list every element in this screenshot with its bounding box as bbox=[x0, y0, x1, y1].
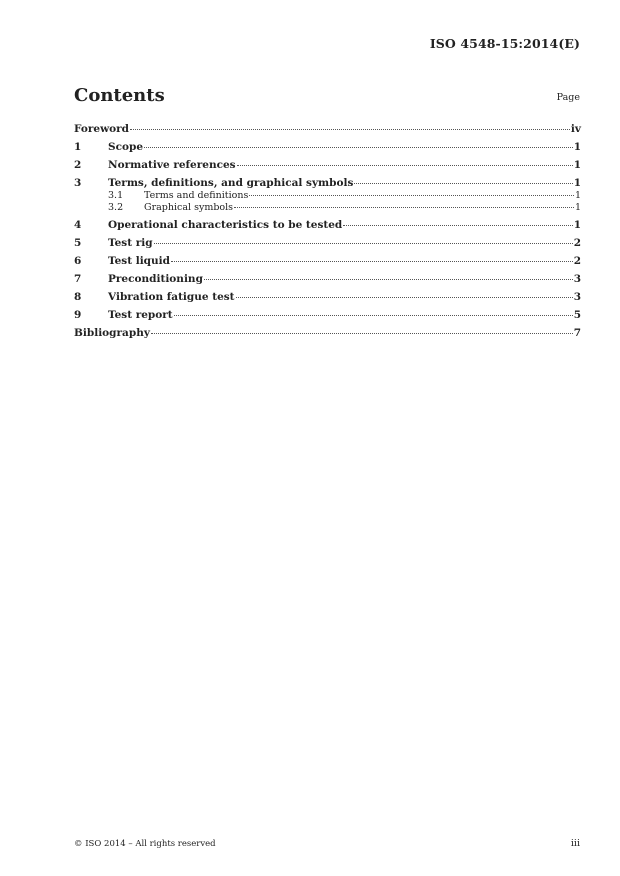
toc-entry-bibliography[interactable] bbox=[74, 327, 581, 340]
page-column-label: Page bbox=[556, 92, 580, 103]
toc-entry-number: 7 bbox=[74, 273, 82, 285]
toc-entry-number: 3.1 bbox=[108, 190, 124, 201]
toc-entry-label: Test rig bbox=[108, 237, 153, 249]
toc-entry-number: 3 bbox=[74, 177, 82, 189]
table-of-contents bbox=[74, 120, 581, 340]
dot-leader bbox=[144, 147, 573, 148]
toc-entry-preconditioning[interactable] bbox=[74, 273, 581, 286]
toc-entry-label: Test report bbox=[108, 309, 173, 321]
toc-entry-page: 1 bbox=[573, 177, 581, 189]
copyright-notice: © ISO 2014 – All rights reserved bbox=[74, 839, 216, 849]
page-title: Contents bbox=[74, 85, 165, 106]
toc-entry-page: iv bbox=[570, 123, 581, 135]
dot-leader bbox=[343, 225, 572, 226]
toc-entry-page: 1 bbox=[573, 159, 581, 171]
toc-entry-page: 2 bbox=[573, 255, 581, 267]
toc-entry-label: Scope bbox=[108, 141, 144, 153]
toc-entry-page: 3 bbox=[573, 273, 581, 285]
toc-entry-page: 5 bbox=[573, 309, 581, 321]
toc-entry-number: 5 bbox=[74, 237, 82, 249]
toc-entry-label: Foreword bbox=[74, 123, 130, 135]
toc-entry-test-report[interactable] bbox=[74, 309, 581, 322]
toc-entry-label: Bibliography bbox=[74, 327, 150, 339]
document-id: ISO 4548-15:2014(E) bbox=[429, 36, 580, 51]
toc-entry-label: Test liquid bbox=[108, 255, 170, 267]
toc-entry-number: 1 bbox=[74, 141, 82, 153]
toc-entry-page: 3 bbox=[573, 291, 581, 303]
toc-entry-page: 1 bbox=[573, 219, 581, 231]
toc-entry-label: Vibration fatigue test bbox=[108, 291, 235, 303]
toc-entry-label: Normative references bbox=[108, 159, 236, 171]
dot-leader bbox=[174, 315, 573, 316]
toc-entry-terms-definitions-symbols[interactable] bbox=[74, 177, 581, 190]
toc-entry-page: 1 bbox=[574, 190, 581, 201]
dot-leader bbox=[249, 195, 574, 196]
toc-entry-number: 2 bbox=[74, 159, 82, 171]
toc-entry-scope[interactable] bbox=[74, 141, 581, 154]
toc-entry-number: 6 bbox=[74, 255, 82, 267]
dot-leader bbox=[234, 207, 574, 208]
toc-entry-operational-characteristics[interactable] bbox=[74, 219, 581, 232]
dot-leader bbox=[151, 333, 573, 334]
dot-leader bbox=[130, 129, 570, 130]
toc-entry-label: Graphical symbols bbox=[144, 202, 234, 213]
page-number: iii bbox=[570, 838, 580, 849]
toc-subentry-graphical-symbols[interactable] bbox=[74, 202, 581, 214]
dot-leader bbox=[204, 279, 573, 280]
toc-entry-label: Terms and definitions bbox=[144, 190, 249, 201]
toc-entry-vibration-fatigue-test[interactable] bbox=[74, 291, 581, 304]
toc-entry-normative-references[interactable] bbox=[74, 159, 581, 172]
toc-entry-label: Preconditioning bbox=[108, 273, 203, 285]
toc-subentry-terms-and-definitions[interactable] bbox=[74, 190, 581, 202]
toc-entry-number: 4 bbox=[74, 219, 82, 231]
dot-leader bbox=[237, 165, 573, 166]
toc-entry-page: 2 bbox=[573, 237, 581, 249]
toc-entry-page: 1 bbox=[573, 141, 581, 153]
toc-entry-foreword[interactable] bbox=[74, 123, 581, 136]
toc-entry-page: 7 bbox=[573, 327, 581, 339]
dot-leader bbox=[171, 261, 573, 262]
toc-entry-test-rig[interactable] bbox=[74, 237, 581, 250]
toc-entry-number: 8 bbox=[74, 291, 82, 303]
toc-entry-label: Operational characteristics to be tested bbox=[108, 219, 343, 231]
dot-leader bbox=[236, 297, 573, 298]
toc-entry-page: 1 bbox=[574, 202, 581, 213]
toc-entry-label: Terms, definitions, and graphical symbols bbox=[108, 177, 354, 189]
toc-entry-number: 9 bbox=[74, 309, 82, 321]
dot-leader bbox=[154, 243, 573, 244]
toc-entry-test-liquid[interactable] bbox=[74, 255, 581, 268]
dot-leader bbox=[354, 183, 572, 184]
toc-entry-number: 3.2 bbox=[108, 202, 124, 213]
